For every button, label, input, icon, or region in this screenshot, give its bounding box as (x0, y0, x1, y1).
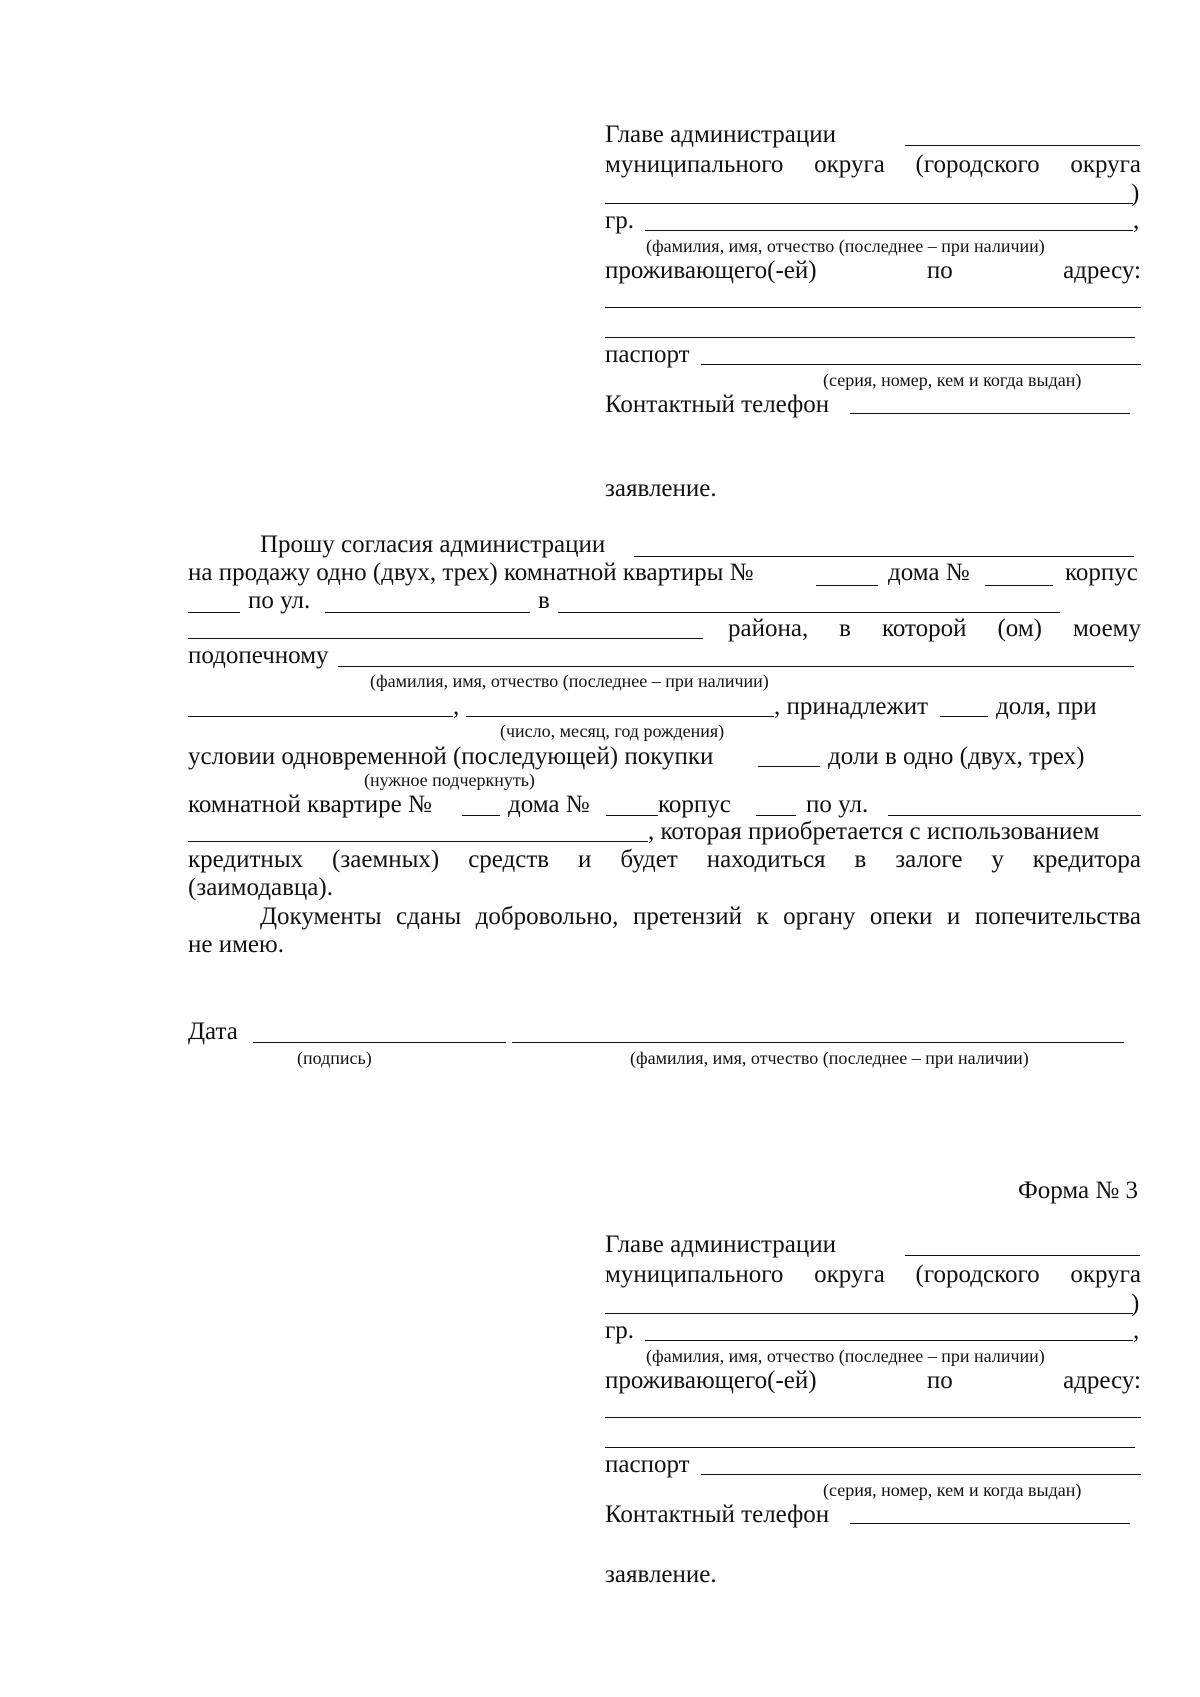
fio-hint: (фамилия, имя, отчество (последнее – при наличии) (646, 236, 1045, 256)
passport2-blank[interactable] (701, 1474, 1141, 1475)
apartment-number-blank[interactable] (816, 585, 878, 586)
new-korpus-blank[interactable] (756, 815, 796, 816)
dob-hint: (число, месяц, год рождения) (500, 721, 725, 741)
city-blank[interactable] (558, 612, 1060, 613)
ward-label: подопечному (188, 642, 329, 669)
addressee2-line-1: Главе администрации (605, 1231, 836, 1258)
signature-blank[interactable] (253, 1042, 506, 1043)
new-apartment-number-blank[interactable] (462, 815, 500, 816)
administration-blank[interactable] (634, 556, 1134, 557)
in-label: в (538, 587, 550, 614)
condition-text: условии одновременной (последующей) покупки (188, 743, 714, 770)
district-close-paren: ) (1131, 180, 1140, 207)
statement2-title: заявление. (605, 1561, 717, 1588)
credit-text-1: , которая приобретается с использованием (648, 818, 1100, 845)
gr-name-blank[interactable] (645, 230, 1133, 231)
signer-fio-hint: (фамилия, имя, отчество (последнее – при наличии) (630, 1048, 1029, 1068)
form-number-label: Форма № 3 (1018, 1177, 1138, 1204)
passport-hint: (серия, номер, кем и когда выдан) (823, 370, 1082, 390)
fio2-hint: (фамилия, имя, отчество (последнее – при наличии) (646, 1346, 1045, 1366)
creditor-text: (заимодавца). (188, 874, 333, 901)
street-label: по ул. (248, 587, 311, 614)
owns-label: , принадлежит (774, 693, 929, 720)
addressee-line-1: Главе администрации (605, 121, 836, 148)
house-number-blank[interactable] (985, 585, 1053, 586)
district2-blank[interactable] (605, 1313, 1133, 1314)
signer-name-blank[interactable] (512, 1042, 1124, 1043)
new-house-number-blank[interactable] (606, 815, 658, 816)
new-korpus-label: корпус (658, 791, 731, 818)
phone-blank[interactable] (850, 413, 1130, 414)
new-street-label: по ул. (806, 791, 869, 818)
korpus-label: корпус (1065, 559, 1138, 586)
new-street-blank[interactable] (888, 815, 1141, 816)
phone2-label: Контактный телефон (605, 1501, 830, 1528)
date-label: Дата (188, 1018, 238, 1045)
address-blank-2[interactable] (605, 337, 1135, 338)
underline-hint: (нужное подчеркнуть) (364, 770, 535, 790)
apartment-text: на продажу одно (двух, трех) комнатной квартиры № (188, 559, 754, 586)
phone2-blank[interactable] (850, 1523, 1130, 1524)
gr2-name-blank[interactable] (645, 1340, 1133, 1341)
district-text: района, в которой (ом) моему (728, 615, 1141, 642)
addressee-line-2: муниципального округа (городского округа (605, 151, 1141, 178)
share-label: доля, при (996, 693, 1097, 720)
district-blank[interactable] (605, 203, 1133, 204)
passport-blank[interactable] (701, 364, 1141, 365)
passport2-hint: (серия, номер, кем и когда выдан) (823, 1480, 1082, 1500)
gr-label: гр. (605, 207, 635, 234)
street-blank[interactable] (325, 612, 530, 613)
addressee2-line-2: муниципального округа (городского округа (605, 1261, 1141, 1288)
address2-blank-1[interactable] (605, 1417, 1141, 1418)
buy-share-blank[interactable] (758, 766, 820, 767)
address-label: проживающего(-ей) по адресу: (605, 257, 1141, 284)
ward-name-blank[interactable] (338, 666, 1134, 667)
passport2-label: паспорт (605, 1451, 690, 1478)
statement-title: заявление. (605, 475, 717, 502)
head2-blank-1[interactable] (905, 1255, 1140, 1256)
ward-extra-blank[interactable] (188, 716, 453, 717)
new-street-blank-2[interactable] (188, 841, 648, 842)
new-apartment-label: комнатной квартире № (188, 791, 432, 818)
district-name-blank[interactable] (188, 638, 703, 639)
address-blank-1[interactable] (605, 307, 1141, 308)
documents-text: Документы сданы добровольно, претензий к органу опеки и попечительства (260, 903, 1141, 930)
phone-label: Контактный телефон (605, 391, 830, 418)
share-blank[interactable] (940, 716, 988, 717)
no-claims-text: не имею. (188, 931, 284, 958)
gr-comma: , (1133, 207, 1140, 234)
request-line-1: Прошу согласия администрации (260, 531, 606, 558)
korpus-blank[interactable] (188, 612, 240, 613)
address2-blank-2[interactable] (605, 1447, 1135, 1448)
rooms-text: доли в одно (двух, трех) (828, 743, 1085, 770)
comma-1: , (453, 693, 460, 720)
house-label: дома № (888, 559, 970, 586)
district2-close-paren: ) (1131, 1290, 1140, 1317)
address2-label: проживающего(-ей) по адресу: (605, 1367, 1141, 1394)
head-blank-1[interactable] (905, 145, 1140, 146)
gr2-label: гр. (605, 1317, 635, 1344)
ward-fio-hint: (фамилия, имя, отчество (последнее – при наличии) (370, 671, 769, 691)
birth-date-blank[interactable] (466, 716, 774, 717)
gr2-comma: , (1133, 1317, 1140, 1344)
new-house-label: дома № (508, 791, 590, 818)
passport-label: паспорт (605, 341, 690, 368)
credit-text-2: кредитных (заемных) средств и будет находиться в залоге у кредитора (188, 846, 1141, 873)
signature-hint: (подпись) (297, 1048, 372, 1068)
